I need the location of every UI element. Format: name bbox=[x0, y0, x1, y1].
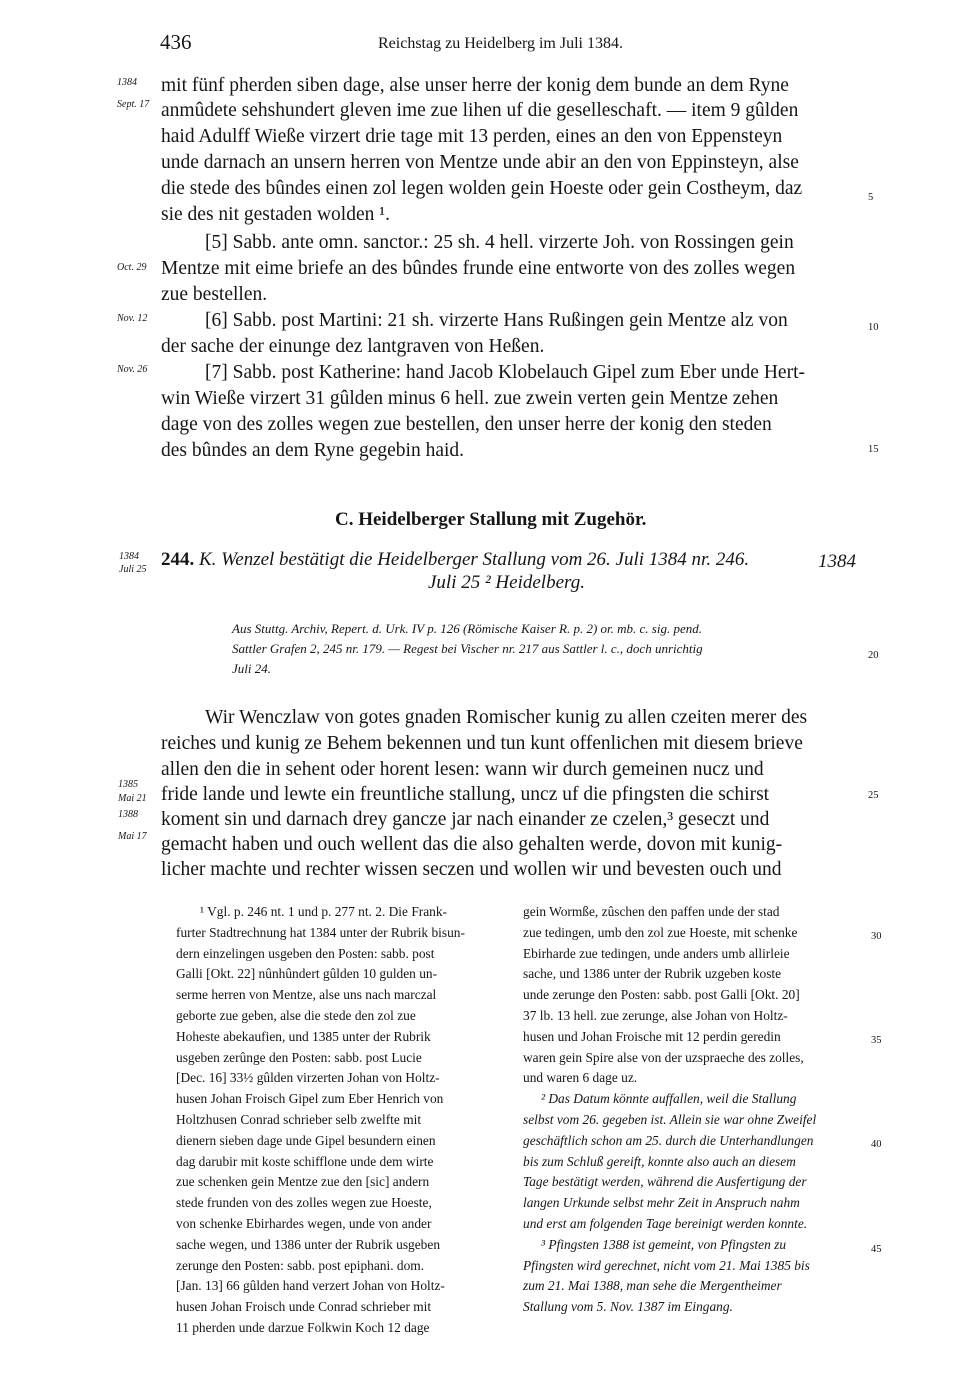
text-line: licher machte und rechter wissen seczen und wollen wir und bevesten ouch und bbox=[161, 859, 782, 880]
footnote-line: Galli [Okt. 22] nûnhûndert gûlden 10 gulden un- bbox=[176, 966, 438, 982]
line-number: 45 bbox=[871, 1244, 882, 1255]
footnote-line: dern einzelingen usgeben den Posten: sabb. post bbox=[176, 945, 435, 961]
footnote-line: waren gein Spire alse von der uzspraeche des zolles, bbox=[523, 1049, 804, 1065]
text-line: fride lande und lewte ein freuntliche stallung, uncz uf die pfingsten die schirst bbox=[161, 784, 770, 805]
margin-date: 1388 bbox=[118, 809, 138, 820]
source-line: Sattler Grafen 2, 245 nr. 179. — Regest bei Vischer nr. 217 aus Sattler l. c., doch unrichtig bbox=[232, 641, 703, 656]
footnote-line: zerunge den Posten: sabb. post epiphani. dom. bbox=[176, 1257, 425, 1273]
margin-date: 1384 bbox=[119, 551, 139, 562]
footnote-line: Pfingsten wird gerechnet, nicht vom 21. Mai 1385 bis bbox=[523, 1257, 810, 1273]
footnote-line: geschäftlich schon am 25. durch die Unterhandlungen bbox=[523, 1132, 814, 1148]
footnote-line: [Dec. 16] 33½ gûlden virzerten Johan von Holtz- bbox=[176, 1070, 440, 1086]
text-line: Mentze mit eime briefe an des bûndes frunde eine entworte von des zolles wegen bbox=[161, 258, 796, 279]
footnote-line: husen und Johan Froische mit 12 perdin geredin bbox=[523, 1028, 781, 1044]
footnote-line: Stallung vom 5. Nov. 1387 im Eingang. bbox=[523, 1299, 733, 1315]
footnote-line: langen Urkunde selbst mehr Zeit in Anspruch nahm bbox=[523, 1195, 800, 1211]
footnote-line: stede frunden von des zolles wegen zue Hoeste, bbox=[176, 1195, 432, 1211]
footnote-line: unde zerunge den Posten: sabb. post Galli [Okt. 20] bbox=[523, 987, 800, 1003]
margin-date: 1384 bbox=[117, 77, 137, 88]
footnote-line: [Jan. 13] 66 gûlden hand verzert Johan von Holtz- bbox=[176, 1278, 445, 1294]
margin-date: Nov. 26 bbox=[117, 364, 148, 375]
text-line: win Wieße virzert 31 gûlden minus 6 hell. zue zwein verten gein Mentze zehen bbox=[161, 388, 779, 409]
footnote-line: husen Johan Froisch unde Conrad schrieber mit bbox=[176, 1299, 432, 1315]
text-line: unde darnach an unsern herren von Mentze unde abir an den von Eppinsteyn, alse bbox=[161, 152, 799, 173]
page-number: 436 bbox=[160, 30, 192, 54]
line-number: 20 bbox=[868, 650, 879, 661]
text-line: anmûdete sehshundert gleven ime zue lihen uf die geselleschaft. — item 9 gûlden bbox=[161, 100, 799, 121]
footnote-line: von schenke Ebirhardes wegen, unde von ander bbox=[176, 1216, 432, 1231]
footnote-line: zum 21. Mai 1388, man sehe die Mergentheimer bbox=[523, 1278, 782, 1294]
margin-date: Mai 21 bbox=[118, 793, 147, 804]
text-line: koment sin und darnach drey gancze jar nach einander ze czelen,³ geseczt und bbox=[161, 809, 770, 830]
footnote-line: und waren 6 dage uz. bbox=[523, 1070, 638, 1086]
line-number: 35 bbox=[871, 1035, 882, 1046]
document-title-year: 1384 bbox=[818, 551, 856, 572]
text-line: [6] Sabb. post Martini: 21 sh. virzerte Hans Rußingen gein Mentze alz von bbox=[205, 310, 788, 331]
footnote-line: husen Johan Froisch Gipel zum Eber Henrich von bbox=[176, 1091, 444, 1107]
text-line: gemacht haben und ouch wellent das die also gehalten werde, dovon mit kunig- bbox=[161, 834, 783, 855]
document-title bbox=[161, 550, 749, 569]
footnote-line: selbst vom 26. gegeben ist. Allein sie war ohne Zweifel bbox=[523, 1112, 817, 1127]
line-number: 10 bbox=[868, 322, 879, 333]
document-number: 244. bbox=[161, 549, 195, 570]
footnote-line: gein Wormße, zûschen den paffen unde der stad bbox=[523, 904, 780, 919]
text-line: haid Adulff Wieße virzert drie tage mit 13 perden, eines an den von Eppensteyn bbox=[161, 126, 783, 147]
document-title-text: K. Wenzel bestätigt die Heidelberger Stallung vom 26. Juli 1384 nr. 246. bbox=[199, 549, 750, 570]
text-line: mit fünf pherden siben dage, alse unser herre der konig dem bunde an dem Ryne bbox=[161, 75, 789, 96]
footnote-line: ² Das Datum könnte auffallen, weil die Stallung bbox=[541, 1091, 797, 1107]
text-line: [7] Sabb. post Katherine: hand Jacob Klobelauch Gipel zum Eber unde Hert- bbox=[205, 362, 805, 383]
margin-date: Sept. 17 bbox=[117, 99, 150, 110]
text-line: dage von des zolles wegen zue bestellen, den unser herre der konig den steden bbox=[161, 414, 772, 435]
margin-date: 1385 bbox=[118, 779, 138, 790]
footnote-line: usgeben zerûnge den Posten: sabb. post Lucie bbox=[176, 1049, 422, 1065]
text-line: sie des nit gestaden wolden ¹. bbox=[161, 204, 390, 225]
line-number: 15 bbox=[868, 444, 879, 455]
document-title-date: Juli 25 ² Heidelberg. bbox=[428, 572, 585, 593]
text-line: allen den die in sehent oder horent lesen: wann wir durch gemeinen nucz und bbox=[161, 759, 764, 780]
section-title: C. Heidelberger Stallung mit Zugehör. bbox=[335, 509, 647, 530]
footnote-line: furter Stadtrechnung hat 1384 unter der Rubrik bisun- bbox=[176, 924, 465, 940]
margin-date: Juli 25 bbox=[119, 564, 147, 575]
margin-date: Mai 17 bbox=[118, 831, 147, 842]
running-title: Reichstag zu Heidelberg im Juli 1384. bbox=[378, 35, 623, 52]
text-line: zue bestellen. bbox=[161, 284, 268, 305]
footnote-line: Tage bestätigt werden, während die Ausfertigung der bbox=[523, 1174, 807, 1190]
footnote-line: bis zum Schluß gereift, konnte also auch an diesem bbox=[523, 1153, 796, 1169]
line-number: 5 bbox=[868, 192, 874, 203]
margin-date: Nov. 12 bbox=[117, 313, 148, 324]
footnote-line: und erst am folgenden Tage bereinigt werden konnte. bbox=[523, 1216, 808, 1231]
text-line: der sache der einunge dez lantgraven von Heßen. bbox=[161, 336, 545, 357]
footnote-line: Ebirharde zue tedingen, unde anders umb allirleie bbox=[523, 945, 790, 961]
footnote-line: dienern sieben dage unde Gipel besundern einen bbox=[176, 1132, 436, 1148]
footnote-line: sache, und 1386 unter der Rubrik uzgeben koste bbox=[523, 966, 782, 982]
text-line: die stede des bûndes einen zol legen wolden gein Hoeste oder gein Costheym, daz bbox=[161, 178, 803, 199]
footnote-line: ³ Pfingsten 1388 ist gemeint, von Pfingsten zu bbox=[541, 1236, 787, 1252]
line-number: 30 bbox=[871, 931, 882, 942]
line-number: 25 bbox=[868, 790, 879, 801]
footnote-line: geborte zue geben, alse die stede den zol zue bbox=[176, 1008, 416, 1023]
footnote-line: ¹ Vgl. p. 246 nt. 1 und p. 277 nt. 2. Die Frank- bbox=[200, 904, 448, 919]
text-line: reiches und kunig ze Behem bekennen und tun kunt offenlichen mit diesem brieve bbox=[161, 733, 803, 754]
source-line: Juli 24. bbox=[232, 661, 271, 676]
footnote-line: serme herren von Mentze, alse uns nach marczal bbox=[176, 987, 437, 1003]
source-line: Aus Stuttg. Archiv, Repert. d. Urk. IV p. 126 (Römische Kaiser R. p. 2) or. mb. c. sig. pend. bbox=[232, 621, 702, 636]
footnote-line: 11 pherden unde darzue Folkwin Koch 12 dage bbox=[176, 1320, 430, 1335]
text-line: des bûndes an dem Ryne gegebin haid. bbox=[161, 440, 465, 461]
footnote-line: sache wegen, und 1386 unter der Rubrik usgeben bbox=[176, 1236, 441, 1252]
footnote-line: zue schenken gein Mentze zue den [sic] andern bbox=[176, 1174, 430, 1190]
footnote-line: dag darubir mit koste schifflone unde dem wirte bbox=[176, 1153, 434, 1169]
text-line: [5] Sabb. ante omn. sanctor.: 25 sh. 4 hell. virzerte Joh. von Rossingen gein bbox=[205, 232, 794, 253]
footnote-line: zue tedingen, umb den zol zue Hoeste, mit schenke bbox=[523, 924, 798, 940]
text-line: Wir Wenczlaw von gotes gnaden Romischer kunig zu allen czeiten merer des bbox=[205, 707, 808, 728]
line-number: 40 bbox=[871, 1139, 882, 1150]
margin-date: Oct. 29 bbox=[117, 262, 147, 273]
footnote-line: Hoheste abekaufien, und 1385 unter der Rubrik bbox=[176, 1028, 431, 1044]
footnote-line: 37 lb. 13 hell. zue zerunge, alse Johan von Holtz- bbox=[523, 1008, 788, 1023]
footnote-line: Holtzhusen Conrad schrieber selb zwelfte mit bbox=[176, 1112, 422, 1127]
